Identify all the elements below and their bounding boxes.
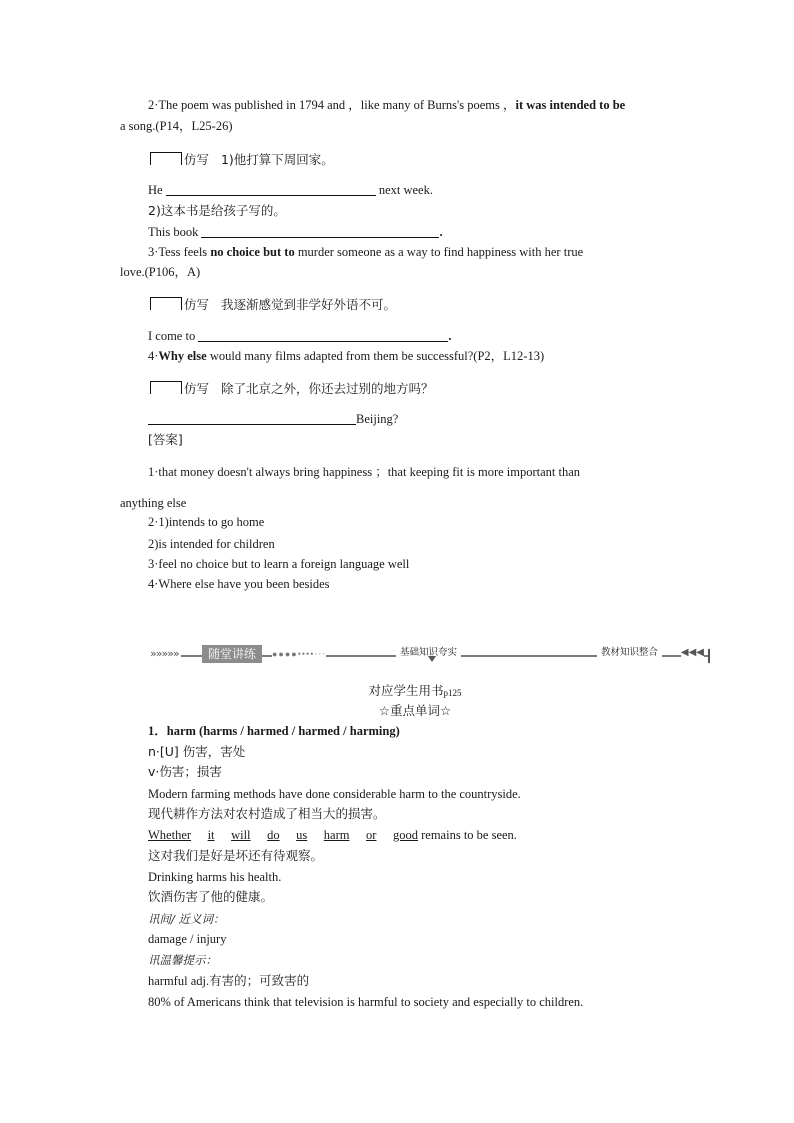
phrase-word: will bbox=[231, 828, 251, 842]
left-arrows-icon: ◀◀◀ bbox=[680, 647, 704, 658]
example-2-rest: remains to be seen. bbox=[418, 828, 517, 842]
q3-bold: no choice but to bbox=[210, 245, 295, 259]
imitate-text: 1)他打算下周回家。 bbox=[220, 152, 334, 167]
answer-blank[interactable] bbox=[148, 412, 356, 425]
q4-bold: Why else bbox=[158, 349, 207, 363]
section-title-text: 对应学生用书 bbox=[368, 683, 444, 698]
answer-1-line2: anything else bbox=[120, 496, 187, 510]
entry-verb: v·伤害；损害 bbox=[148, 764, 222, 779]
answer-3: 3·feel no choice but to learn a foreign language well bbox=[148, 557, 410, 571]
book-suffix: . bbox=[439, 225, 443, 239]
dots-icon: ●●●●••••··· bbox=[272, 649, 327, 659]
imitate-text: 我逐渐感觉到非学好外语不可。 bbox=[220, 297, 396, 312]
q2-bold: it was intended to be bbox=[515, 98, 626, 112]
q4-num: 4· bbox=[148, 349, 159, 363]
entry-headword: harm (harms / harmed / harmed / harming) bbox=[166, 724, 400, 738]
double-chevron-icon: »»»»» bbox=[150, 647, 179, 660]
section-title bbox=[18, 683, 794, 701]
banner-tag: 随堂讲练 bbox=[202, 645, 262, 663]
book-prefix: This book bbox=[148, 225, 199, 239]
q2-text: 2·The poem was published in 1794 and ，like many of Burns's poems ， bbox=[148, 98, 516, 112]
example-2-cn: 这对我们是好是坏还有待观察。 bbox=[148, 848, 324, 863]
example-3-cn: 饮酒伤害了他的健康。 bbox=[148, 889, 274, 904]
come-suffix: . bbox=[448, 329, 452, 343]
answer-2-2: 2)is intended for children bbox=[148, 537, 275, 551]
answer-blank[interactable] bbox=[166, 183, 376, 196]
q3-prefix bbox=[148, 244, 583, 260]
come-prefix: I come to bbox=[148, 329, 196, 343]
q3-suffix: murder someone as a way to find happiness with her true bbox=[294, 245, 584, 259]
answer-1-line1 bbox=[148, 464, 674, 480]
q2-sub2: 2)这本书是给孩子写的。 bbox=[148, 203, 286, 218]
entry-head bbox=[148, 723, 400, 739]
q2-imitate bbox=[150, 152, 334, 168]
phrase-word: do bbox=[267, 828, 280, 842]
answer-1-text: 1·that money doesn't always bring happiness ；that keeping fit is more important than bbox=[148, 465, 581, 479]
example-2-en bbox=[148, 827, 517, 843]
q4-line1 bbox=[148, 348, 544, 364]
adjective-form: harmful adj.有害的；可致害的 bbox=[148, 974, 310, 988]
q2-line1 bbox=[148, 97, 625, 113]
example-1-en: Modern farming methods have done considerable harm to the countryside. bbox=[148, 787, 521, 801]
section-banner bbox=[150, 645, 710, 665]
answer-blank[interactable] bbox=[201, 225, 439, 238]
imitate-label: 仿写 bbox=[184, 381, 210, 396]
he-prefix: He bbox=[148, 183, 163, 197]
imitate-label: 仿写 bbox=[184, 152, 210, 167]
bracket-icon bbox=[150, 152, 182, 165]
entry-num: 1． bbox=[148, 724, 167, 738]
q3-line1 bbox=[148, 244, 674, 260]
answers-heading: [答案] bbox=[148, 432, 183, 447]
example-3-en: Drinking harms his health. bbox=[148, 870, 282, 884]
q3-come-line bbox=[148, 328, 451, 344]
phrase-word: Whether bbox=[148, 828, 192, 842]
imitate-label: 仿写 bbox=[184, 297, 210, 312]
section-subtitle: ☆重点单词☆ bbox=[378, 703, 452, 718]
q4-beijing-line bbox=[148, 411, 398, 427]
entry-noun: n·[U] 伤害，害处 bbox=[148, 744, 246, 759]
synonym-label: 讯间/ 近义词： bbox=[148, 912, 225, 926]
adjective-example: 80% of Americans think that television is harmful to society and especially to children. bbox=[148, 995, 584, 1009]
phrase-word: good bbox=[393, 828, 418, 842]
tip-label: 讯温馨提示： bbox=[148, 953, 217, 967]
q3-num: 3·Tess feels bbox=[148, 245, 211, 259]
underlined-phrase bbox=[148, 827, 418, 843]
synonyms: damage / injury bbox=[148, 932, 227, 946]
phrase-word: us bbox=[296, 828, 308, 842]
q4-suffix: would many films adapted from them be successful?(P2，L12-13) bbox=[206, 349, 545, 363]
answer-2-1: 2·1)intends to go home bbox=[148, 515, 265, 529]
example-1-cn: 现代耕作方法对农村造成了相当大的损害。 bbox=[148, 806, 386, 821]
answer-blank[interactable] bbox=[198, 329, 448, 342]
banner-right-label: 教材知识整合 bbox=[597, 644, 662, 658]
bracket-icon bbox=[150, 297, 182, 310]
triangle-down-icon bbox=[428, 656, 436, 662]
phrase-word: harm bbox=[323, 828, 350, 842]
phrase-word: it bbox=[207, 828, 215, 842]
q3-imitate bbox=[150, 297, 396, 313]
he-suffix: next week. bbox=[378, 183, 433, 197]
q2-line2: a song.(P14，L25-26) bbox=[120, 119, 233, 133]
q2-book-line bbox=[148, 224, 443, 240]
banner-middle-label: 基础知识夸实 bbox=[396, 644, 461, 658]
imitate-text: 除了北京之外，你还去过别的地方吗？ bbox=[220, 381, 434, 396]
q4-imitate bbox=[150, 381, 433, 397]
beijing-suffix: Beijing? bbox=[356, 412, 399, 426]
bracket-icon bbox=[150, 381, 182, 394]
q3-line2: love.(P106，A) bbox=[120, 265, 201, 279]
end-bar bbox=[708, 649, 710, 663]
answer-4: 4·Where else have you been besides bbox=[148, 577, 330, 591]
section-page: p125 bbox=[443, 688, 462, 698]
phrase-word: or bbox=[366, 828, 377, 842]
q2-he-line bbox=[148, 182, 433, 198]
